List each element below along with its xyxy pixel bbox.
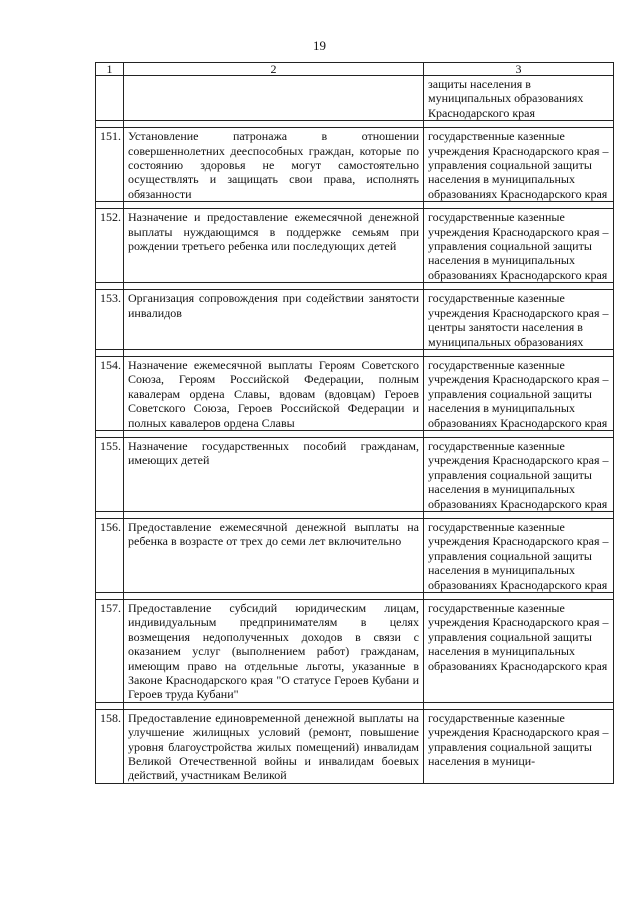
row-organization-cell: государственные казенные учреждения Краснодарского края – управления социальной защиты населения в муници- bbox=[424, 709, 614, 783]
row-number-cell: 154. bbox=[96, 356, 124, 430]
row-description-cell: Установление патронажа в отношении совершеннолетних дееспособных граждан, которые по состоянию здоровья не могут самостоятельно осуществлять и защищать свои права, исполнять обязанности bbox=[124, 128, 424, 202]
row-gap bbox=[96, 202, 614, 209]
row-description-cell: Назначение ежемесячной выплаты Героям Советского Союза, Героям Российской Федерации, полным кавалерам ордена Славы, вдовам (вдовцам) Героев Советского Союза, Героев Российской Федерации и полных кавалеров ордена Славы bbox=[124, 356, 424, 430]
table-row bbox=[96, 709, 614, 783]
row-number-cell: 156. bbox=[96, 518, 124, 592]
row-gap bbox=[96, 702, 614, 709]
row-description-cell: Предоставление единовременной денежной выплаты на улучшение жилищных условий (ремонт, повышение уровня благоустройства жилых помещений) инвалидам Великой Отечественной войны и инвалидам боевых действий, участникам Великой bbox=[124, 709, 424, 783]
row-number-cell: 151. bbox=[96, 128, 124, 202]
table-row bbox=[96, 518, 614, 592]
row-description-cell: Назначение и предоставление ежемесячной денежной выплаты нуждающимся в поддержке семьям при рождении третьего ребенка или последующих детей bbox=[124, 209, 424, 283]
column-header-organization: 3 bbox=[424, 63, 614, 76]
table-header-row bbox=[96, 63, 614, 76]
row-organization-cell: защиты населения в муниципальных образованиях Краснодарского края bbox=[424, 76, 614, 121]
row-description-cell: Назначение государственных пособий гражданам, имеющих детей bbox=[124, 437, 424, 511]
row-organization-cell: государственные казенные учреждения Краснодарского края – управления социальной защиты населения в муниципальных образованиях Краснодарского края bbox=[424, 209, 614, 283]
row-gap bbox=[96, 593, 614, 600]
row-number-cell: 153. bbox=[96, 290, 124, 350]
row-description-cell: Организация сопровождения при содействии занятости инвалидов bbox=[124, 290, 424, 350]
row-description-cell bbox=[124, 76, 424, 121]
row-description-cell: Предоставление субсидий юридическим лицам, индивидуальным предпринимателям в целях возмещения недополученных доходов в связи с оказанием услуг (выполнением работ) гражданам, имеющим право на отдельные льготы, указанные в Законе Краснодарского края "О статусе Героев Кубани и Героев труда Кубани" bbox=[124, 600, 424, 703]
row-number-cell: 158. bbox=[96, 709, 124, 783]
column-header-description: 2 bbox=[124, 63, 424, 76]
table-row bbox=[96, 600, 614, 703]
row-organization-cell: государственные казенные учреждения Краснодарского края – управления социальной защиты населения в муниципальных образованиях Краснодарского края bbox=[424, 518, 614, 592]
services-table bbox=[95, 62, 614, 784]
row-gap bbox=[96, 430, 614, 437]
page-number: 19 bbox=[313, 38, 326, 53]
row-organization-cell: государственные казенные учреждения Краснодарского края – управления социальной защиты населения в муниципальных образованиях Краснодарского края bbox=[424, 128, 614, 202]
row-gap bbox=[96, 349, 614, 356]
table-row bbox=[96, 356, 614, 430]
row-gap bbox=[96, 511, 614, 518]
row-number-cell: 155. bbox=[96, 437, 124, 511]
row-description-cell: Предоставление ежемесячной денежной выплаты на ребенка в возрасте от трех до семи лет включительно bbox=[124, 518, 424, 592]
row-number-cell bbox=[96, 76, 124, 121]
row-organization-cell: государственные казенные учреждения Краснодарского края – управления социальной защиты населения в муниципальных образованиях Краснодарского края bbox=[424, 600, 614, 703]
table-row-continuation bbox=[96, 76, 614, 121]
table-row bbox=[96, 209, 614, 283]
row-number-cell: 157. bbox=[96, 600, 124, 703]
row-gap bbox=[96, 121, 614, 128]
row-number-cell: 152. bbox=[96, 209, 124, 283]
column-header-number: 1 bbox=[96, 63, 124, 76]
row-gap bbox=[96, 283, 614, 290]
table-row bbox=[96, 437, 614, 511]
row-organization-cell: государственные казенные учреждения Краснодарского края – управления социальной защиты населения в муниципальных образованиях Краснодарского края bbox=[424, 437, 614, 511]
row-organization-cell: государственные казенные учреждения Краснодарского края – центры занятости населения в муниципальных образованиях bbox=[424, 290, 614, 350]
row-organization-cell: государственные казенные учреждения Краснодарского края – управления социальной защиты населения в муниципальных образованиях Краснодарского края bbox=[424, 356, 614, 430]
table-row bbox=[96, 290, 614, 350]
table-row bbox=[96, 128, 614, 202]
